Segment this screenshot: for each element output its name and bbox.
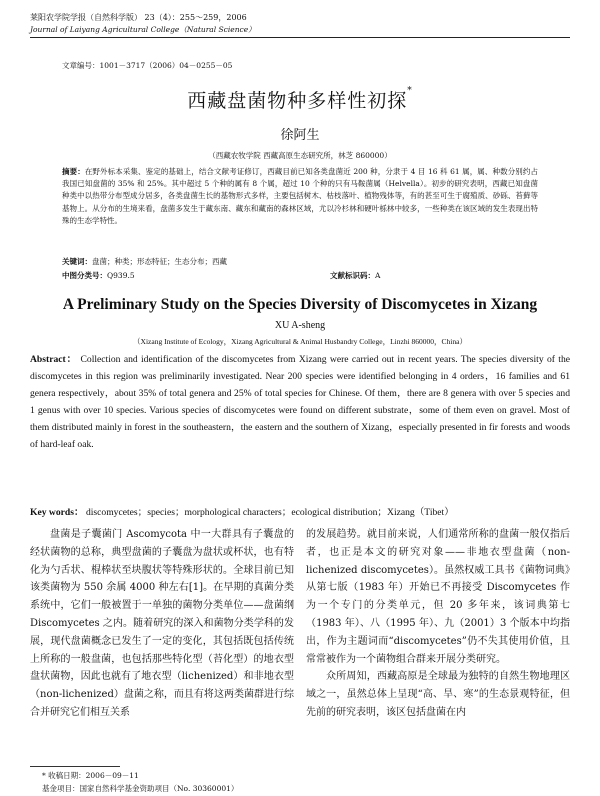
article-number: 文章编号：1001－3717（2006）04－0255－05 [62,61,233,70]
journal-header-en: Journal of Laiyang Agricultural College（Natural Science） [30,25,256,34]
english-author: XU A-sheng [274,320,326,331]
chinese-title [0,86,600,113]
journal-header-cn: 莱阳农学院学报（自然科学版） 23（4）：255～259，2006 [30,13,247,22]
chinese-abstract-text: 在野外标本采集、鉴定的基础上，结合文献考证修订，西藏目前已知各类盘菌近 200 种，分隶于 4 目 16 科 61 属，属、种数分别约占我国已知盘菌的 35% 和 25%。其中超过 5 个种的属有 8 个属，超过 10 个种的只有马鞍菌属（Helvella）。初步的研究表明，西藏已知盘菌种类中以热带分布型成分居多，各类盘菌生长的基物形式多样，主要包括树木、枯枝落叶、植物残体等，有的甚至可生于腐殖质、砂砾、苔藓等基物上。从分布的生境来看，盘菌多发生于藏东南、藏东和藏南的森林区域，尤以冷杉林和硬叶栎林中较多，一些种类在该区域的发生表现出特殊的生态学特性。 [62,167,539,225]
document-code-value: A [375,271,381,280]
chinese-abstract [62,166,538,227]
classification-label: 中图分类号： [62,271,107,280]
chinese-keywords [62,256,227,267]
document-code-label: 文献标识码： [330,271,375,280]
chinese-keywords-label: 关键词： [62,257,92,266]
header-rule [30,37,570,38]
english-abstract-text: Collection and identification of the discomycetes from Xizang were carried out in recent years. The species diversity of the discomycetes in this region was preliminarily investigated. Near 200 species were identified belonging in 4 orders，16 families and 61 genera respectively，about 35% of total genera and 25% of total species for Chinese. Of them，there are 8 genera with over 5 species and 1 genus with over 10 species. Various species of discomycetes were found on different substrate，some of them even on gravel. Most of them distributed mainly in forest in the southeastern，the eastern and the southern of Xizang，especially presented in fir forests and woods of hard-leaf oak. [30,354,571,450]
chinese-affiliation: （西藏农牧学院 西藏高原生态研究所，林芝 860000） [208,151,392,160]
english-title: A Preliminary Study on the Species Diversity of Discomycetes in Xizang [62,296,538,313]
classification-code: Q939.5 [107,271,135,280]
body-right-column [306,526,570,722]
chinese-abstract-label: 摘要： [62,167,85,176]
chinese-author: 徐阿生 [280,128,320,143]
english-keywords-label: Key words： [30,507,84,518]
footnote-received: * 收稿日期：2006－09－11 [42,771,139,780]
document-code [330,270,380,281]
footnote-fund: 基金项目：国家自然科学基金资助项目（No. 30360001） [42,784,239,793]
body-paragraph: 的发展趋势。就目前来说，人们通常所称的盘菌一般仅指后者，也正是本文的研究对象——非地衣型盘菌（non-lichenized discomycetes）。虽然权威工具书《菌物词典》从第七版（1983 年）开始已不再接受 Discomycetes 作为一个专门的分类单元，但 20 多年来，该词典第七（1983 年）、八（1995 年）、九（2001）3 个版本中均指出，作为主题词而“discomycetes”仍不失其使用价值，且常常被作为一个菌物组合群来开展分类研究。 [306,529,570,665]
chinese-keywords-text: 盘菌；种类；形态特征；生态分布；西藏 [92,257,227,266]
body-left-column [30,526,294,722]
chinese-title-text: 西藏盘菌物种多样性初探 [187,90,408,112]
english-keywords-text: discomycetes；species；morphological characters；ecological distribution；Xizang（Tibet） [85,507,454,518]
classification-number [62,270,135,281]
english-keywords [30,504,454,518]
title-footnote-mark: * [407,86,413,96]
footnote-rule [30,766,120,767]
english-affiliation: （Xizang Institute of Ecology，Xizang Agricultural & Animal Husbandry College，Linzhi 860000，China） [133,337,467,346]
english-abstract-label: Abstract： [30,354,78,365]
body-paragraph: 众所周知，西藏高原是全球最为独特的自然生物地理区域之一，虽然总体上呈现“高、旱、寒”的生态景观特征，但先前的研究表明，该区包括盘菌在内 [306,671,570,718]
english-abstract [30,351,570,453]
body-paragraph: 盘菌是子囊菌门 Ascomycota 中一大群具有子囊盘的经状菌物的总称，典型盘菌的子囊盘为盘状或杯状，也有特化为勺舌状、棍棒状至块腹状等特殊形状的。全球目前已知该类菌物为 550 余属 4000 种左右[1]。在早期的真菌分类系统中，它们一般被置于一单独的菌物分类单位——盘菌纲 Discomycetes 之内。随着研究的深入和菌物分类学科的发展，现代盘菌概念已发生了一定的变化，其包括既包括传统上所称的一般盘菌，也包括那些特化型（苔化型）的地衣型盘状菌物，因此也就有了地衣型（lichenized）和非地衣型（non-lichenized）盘菌之称，而且有将这两类菌群进行综合并研究它们相互关系 [30,529,294,718]
